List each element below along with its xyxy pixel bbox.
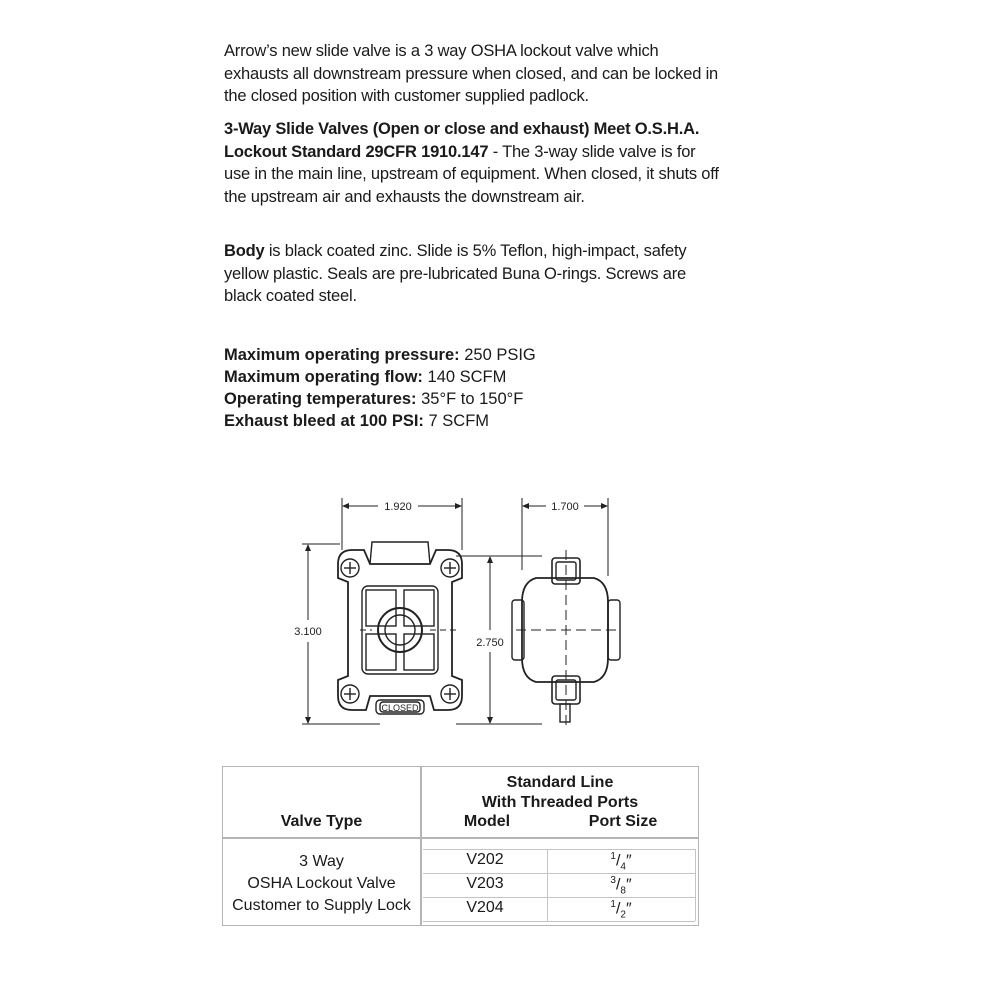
table-row [423, 875, 695, 897]
valve-table [222, 766, 699, 926]
section-text: - The 3-way slide valve is for use in the main line, upstream of equipment. When closed, it shuts off the upstream air and exhausts the downstream air. [224, 142, 719, 206]
valve-type-cell [223, 851, 420, 917]
spec-row [224, 388, 536, 410]
col-valve-type-header: Valve Type [280, 813, 363, 830]
spec-value: 7 SCFM [423, 412, 490, 430]
port-size-cell: $^1/_2''$ [610, 899, 632, 921]
spec-list [224, 344, 536, 432]
body-text: is black coated zinc. Slide is 5% Teflon, high-impact, safety yellow plastic. Seals are pre-lubricated Buna O-rings. Screws are black coated steel. [224, 242, 687, 305]
spec-row [224, 366, 536, 388]
group-header-line1: Standard Line [506, 774, 614, 791]
spec-label: Exhaust bleed at 100 PSI: [224, 412, 424, 430]
col-model-header: Model [463, 813, 511, 830]
group-header [421, 773, 699, 813]
col-port-size-header: Port Size [588, 813, 658, 830]
dim-width-front: 1.920 [384, 501, 412, 513]
valve-type-line: OSHA Lockout Valve [247, 875, 396, 892]
valve-dimension-drawing [280, 490, 660, 740]
spec-label: Operating temperatures: [224, 390, 417, 408]
body-term: Body [224, 242, 265, 260]
spec-row [224, 344, 536, 366]
body-paragraph [224, 240, 724, 308]
port-size-cell: $^3/_8''$ [610, 875, 632, 897]
dim-height-ports: 2.750 [476, 637, 504, 649]
model-cell: V203 [466, 875, 504, 892]
intro-paragraph: Arrow’s new slide valve is a 3 way OSHA lockout valve which exhausts all downstream pressure when closed, and can be locked in the closed position with customer supplied padlock. [224, 42, 719, 105]
side-view [512, 498, 620, 726]
table-row [423, 899, 695, 921]
model-cell: V202 [466, 851, 504, 868]
spec-value: 140 SCFM [422, 368, 507, 386]
spec-value: 35°F to 150°F [416, 390, 524, 408]
valve-type-line: 3 Way [299, 853, 344, 870]
spec-value: 250 PSIG [459, 346, 536, 364]
spec-label: Maximum operating pressure: [224, 346, 460, 364]
dim-width-side: 1.700 [551, 501, 579, 513]
section-paragraph [224, 118, 724, 208]
section-heading: 3-Way Slide Valves (Open or close and exhaust) Meet O.S.H.A. Lockout Standard 29CFR 1910.147 [224, 120, 700, 161]
spec-label: Maximum operating flow: [224, 368, 423, 386]
port-size-cell: $^1/_4''$ [610, 851, 632, 873]
spec-row [224, 410, 536, 432]
group-header-line2: With Threaded Ports [481, 794, 639, 811]
front-view [294, 498, 462, 724]
model-cell: V204 [466, 899, 504, 916]
valve-type-line: Customer to Supply Lock [232, 897, 411, 914]
dim-height-total: 3.100 [294, 626, 322, 638]
slide-closed-label: CLOSED [381, 703, 419, 713]
table-row [423, 851, 695, 873]
